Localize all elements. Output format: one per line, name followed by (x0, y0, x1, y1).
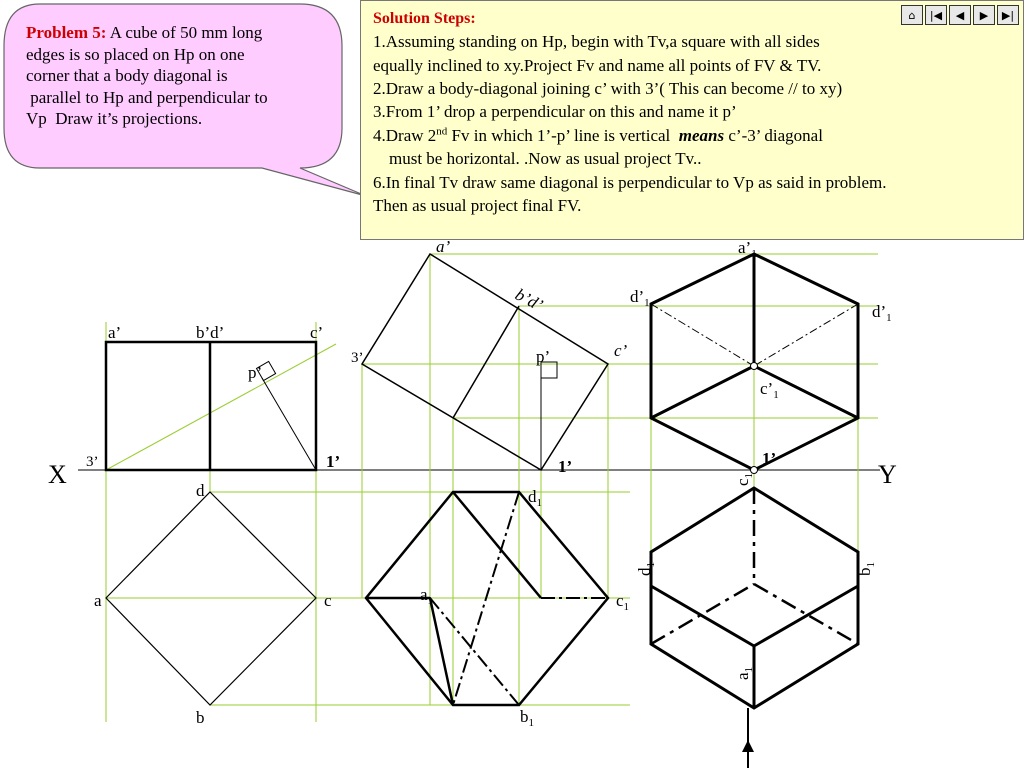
solution-step-line: 2.Draw a body-diagonal joining c’ with 3’( This can become // to xy) (373, 78, 843, 98)
step4-emphasis: means (678, 125, 725, 145)
label-v2-a: a’ (436, 237, 451, 256)
step4-text: 4.Draw 2 (373, 125, 437, 145)
label-v1-bd: b’d’ (196, 323, 225, 342)
label-v1-c: c’ (310, 323, 324, 342)
label-t3-c: $c_1$ (733, 472, 755, 486)
top-view-3 (651, 488, 858, 768)
label-v3-c: $c’_1$ (760, 379, 779, 401)
solution-step-line: 3.From 1’ drop a perpendicular on this and name it p’ (373, 102, 737, 122)
y-axis-label: Y (878, 460, 897, 489)
label-t1-b: b (196, 708, 205, 727)
top-view-2 (366, 492, 608, 705)
label-t1-a: a (94, 591, 102, 610)
label-v2-c: c’ (614, 341, 628, 360)
step4-text: c’-3’ diagonal (724, 125, 823, 145)
solution-step-line: 6.In final Tv draw same diagonal is perpendicular to Vp as said in problem. (373, 172, 887, 192)
label-v1-3: 3’ (86, 454, 99, 470)
problem-title: Problem 5: (26, 23, 107, 42)
home-icon[interactable]: ⌂ (901, 5, 923, 25)
front-view-2 (362, 254, 608, 470)
label-v3-d-left: $d’_1$ (630, 287, 650, 309)
label-v1-p: p’ (248, 363, 263, 382)
step4-sup: nd (436, 125, 448, 138)
label-v1-a: a’ (108, 323, 122, 342)
problem-line: Vp Draw it’s projections. (26, 109, 203, 129)
x-axis-label: X (48, 460, 67, 489)
label-v3-1: 1’ (762, 449, 777, 468)
last-slide-icon[interactable]: ▶| (997, 5, 1019, 25)
solution-title: Solution Steps: (373, 10, 476, 27)
solution-step-line: must be horizontal. .Now as usual project Tv.. (389, 149, 702, 169)
problem-line: parallel to Hp and perpendicular to (26, 87, 268, 107)
label-t2-b: $b_1$ (520, 707, 534, 729)
label-v2-1: 1’ (558, 457, 573, 476)
label-t2-d: $d_1$ (528, 487, 542, 509)
problem-line: corner that a body diagonal is (26, 66, 228, 86)
label-t2-c: $c_1$ (616, 591, 630, 613)
label-v2-p: p’ (536, 347, 551, 366)
problem-line: edges is so placed on Hp on one (26, 44, 245, 64)
label-t3-d: $d_1$ (635, 562, 657, 576)
label-t1-c: c (324, 591, 332, 610)
label-t3-a: $a_1$ (733, 666, 755, 680)
solution-step-line: 1.Assuming standing on Hp, begin with Tv,a square with all sides (373, 32, 820, 52)
problem-text-first: A cube of 50 mm long (109, 23, 263, 42)
first-slide-icon[interactable]: |◀ (925, 5, 947, 25)
label-t1-d: d (196, 481, 205, 500)
label-v2-bd: b’d’ (512, 284, 547, 315)
front-view-1 (106, 342, 316, 470)
next-slide-icon[interactable]: ▶ (973, 5, 995, 25)
solution-step-line: equally inclined to xy.Project Fv and name all points of FV & TV. (373, 55, 822, 75)
label-v1-1: 1’ (326, 452, 341, 471)
step4-text: Fv in which 1’-p’ line is vertical (447, 125, 679, 145)
previous-slide-icon[interactable]: ◀ (949, 5, 971, 25)
label-v3-d-right: $d’_1$ (872, 302, 892, 324)
solution-step-line: Then as usual project final FV. (373, 196, 582, 216)
label-t3-b: $b_1$ (855, 562, 877, 576)
label-t2-a: $a_1$ (420, 585, 434, 607)
label-v3-a: $a’_1$ (738, 238, 757, 260)
label-v2-3: 3’ (351, 350, 364, 366)
